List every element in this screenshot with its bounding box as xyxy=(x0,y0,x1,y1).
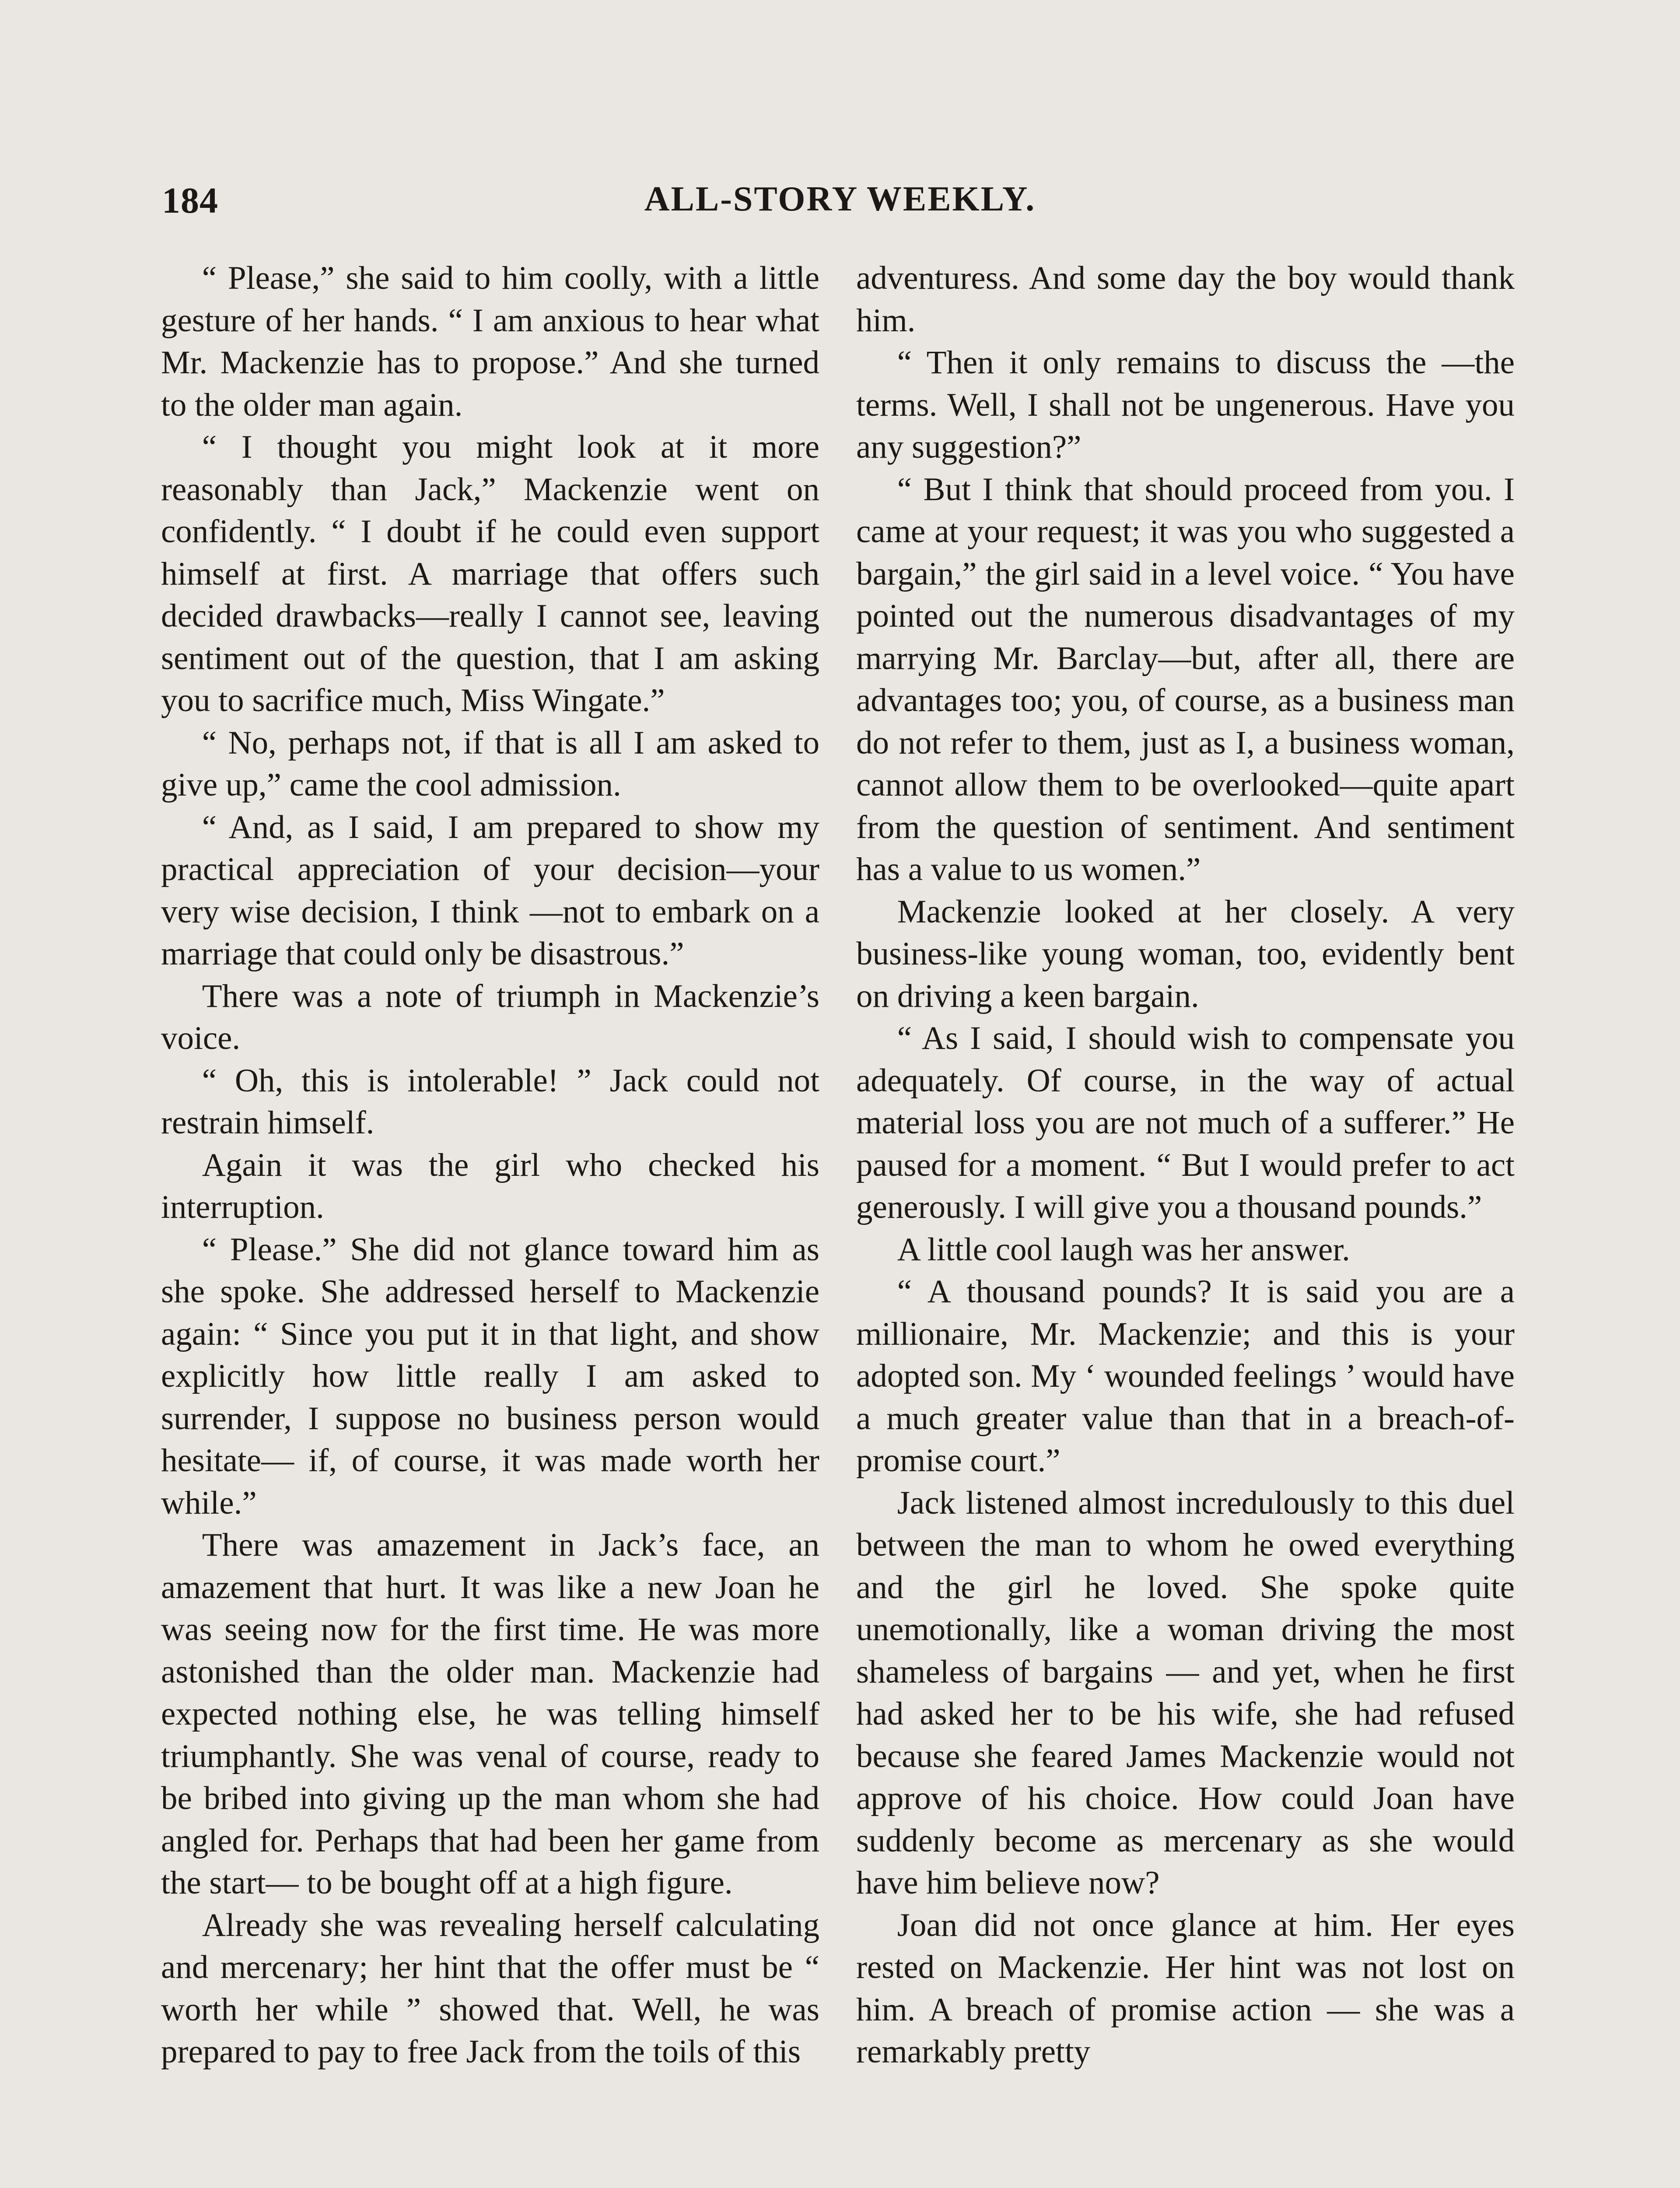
paragraph: Already she was revealing herself calculating and mercenary; her hint that the offer must be “ worth her while ” showed that. Well, he was prepared to pay to free Jack from the toils of this xyxy=(161,1907,819,2070)
paragraph: “ A thousand pounds? It is said you are a millionaire, Mr. Mackenzie; and this is your adopted son. My ‘ wounded feelings ’ would have a much greater value than that in a breach-of-promise court.” xyxy=(856,1273,1515,1479)
paragraph: adventuress. And some day the boy would thank him. xyxy=(856,260,1515,339)
paragraph: “ No, perhaps not, if that is all I am asked to give up,” came the cool admission. xyxy=(161,724,819,803)
paragraph: There was amazement in Jack’s face, an amazement that hurt. It was like a new Joan he was seeing now for the first time. He was more astonished than the older man. Mackenzie had expected nothing else, he was telling himself triumphantly. She was venal of course, ready to be bribed into giving up the man whom she had angled for. Perhaps that had been her game from the start— to be bought off at a high figure. xyxy=(161,1527,819,1901)
paragraph: “ I thought you might look at it more reasonably than Jack,” Mackenzie went on confidently. “ I doubt if he could even support himself at first. A marriage that offers such decided drawbacks—really I cannot see, leaving sentiment out of the question, that I am asking you to sacrifice much, Miss Wingate.” xyxy=(161,429,819,719)
paragraph: Mackenzie looked at her closely. A very business-like young woman, too, evidently bent on driving a keen bargain. xyxy=(856,893,1515,1014)
page-number: 184 xyxy=(162,180,218,221)
right-column xyxy=(856,257,1515,2073)
paragraph: Jack listened almost incredulously to this duel between the man to whom he owed everything and the girl he loved. She spoke quite unemotionally, like a woman driving the most shameless of bargains — and yet, when he first had asked her to be his wife, she had refused because she feared James Mackenzie would not approve of his choice. How could Joan have suddenly become as mercenary as she would have him believe now? xyxy=(856,1484,1515,1901)
running-title: ALL-STORY WEEKLY. xyxy=(644,180,1036,218)
paragraph: “ Please.” She did not glance toward him as she spoke. She addressed herself to Mackenzie again: “ Since you put it in that light, and show explicitly how little really I am asked to surrender, I suppose no business person would hesitate— if, of course, it was made worth her while.” xyxy=(161,1231,819,1521)
paragraph: A little cool laugh was her answer. xyxy=(897,1231,1350,1268)
page-header xyxy=(162,179,1518,232)
paragraph: There was a note of triumph in Mackenzie’s voice. xyxy=(161,978,819,1056)
left-column xyxy=(161,257,819,2073)
paragraph: “ Then it only remains to discuss the —the terms. Well, I shall not be ungenerous. Have you any suggestion?” xyxy=(856,344,1515,465)
paragraph: “ Oh, this is intolerable! ” Jack could not restrain himself. xyxy=(161,1062,819,1141)
paragraph: “ Please,” she said to him coolly, with a little gesture of her hands. “ I am anxious to hear what Mr. Mackenzie has to propose.” And she turned to the older man again. xyxy=(161,260,819,423)
paragraph: “ As I said, I should wish to compensate you adequately. Of course, in the way of actual material loss you are not much of a sufferer.” He paused for a moment. “ But I would prefer to act generously. I will give you a thousand pounds.” xyxy=(856,1020,1515,1225)
paragraph: “ And, as I said, I am prepared to show my practical appreciation of your decision—your very wise decision, I think —not to embark on a marriage that could only be disastrous.” xyxy=(161,809,819,972)
paragraph: “ But I think that should proceed from you. I came at your request; it was you who suggested a bargain,” the girl said in a level voice. “ You have pointed out the numerous disadvantages of my marrying Mr. Barclay—but, after all, there are advantages too; you, of course, as a business man do not refer to them, just as I, a business woman, cannot allow them to be overlooked—quite apart from the question of sentiment. And sentiment has a value to us women.” xyxy=(856,471,1515,887)
paragraph: Again it was the girl who checked his interruption. xyxy=(161,1147,819,1225)
paragraph: Joan did not once glance at him. Her eyes rested on Mackenzie. Her hint was not lost on him. A breach of promise action — she was a remarkably pretty xyxy=(856,1907,1515,2070)
